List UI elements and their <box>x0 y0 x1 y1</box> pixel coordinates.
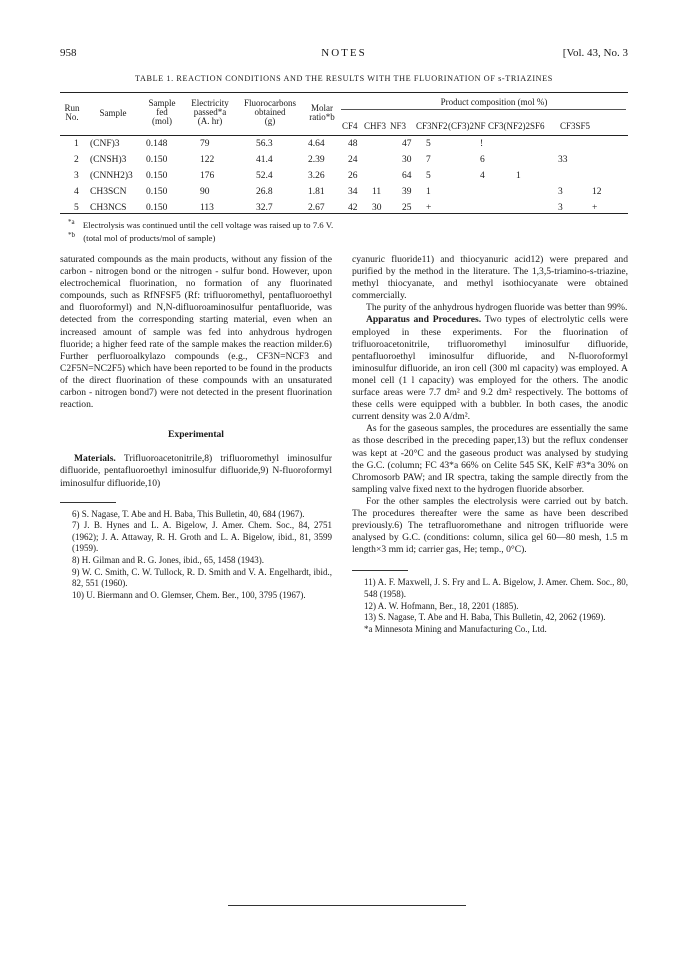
cell-fed: 0.148 <box>146 139 168 149</box>
header-product-cf3nf2: CF3NF2 <box>416 121 448 131</box>
header-run-line2: No. <box>65 112 79 122</box>
cell-nf3: 30 <box>402 155 412 165</box>
cell-ratio: 4.64 <box>308 139 325 149</box>
volume-label: [Vol. 43, No. 3 <box>562 47 628 59</box>
cell-sf6: 3 <box>558 203 563 213</box>
cell-elec: 79 <box>200 139 210 149</box>
header-electricity <box>182 99 238 126</box>
header-product-nf3: NF3 <box>390 121 407 131</box>
cell-fc: 56.3 <box>256 139 273 149</box>
reference-item: 9) W. C. Smith, C. W. Tullock, R. D. Smith and V. A. Engelhardt, ibid., 82, 551 (1960). <box>72 566 332 589</box>
reference-item: 11) A. F. Maxwell, J. S. Fry and L. A. Bigelow, J. Amer. Chem. Soc., 80, 548 (1958). <box>364 577 628 599</box>
table-caption: TABLE 1. REACTION CONDITIONS AND THE RESULTS WITH THE FLUORINATION OF s-TRIAZINES <box>135 74 553 83</box>
note-mark: *b <box>68 231 75 239</box>
page-number: 958 <box>60 47 77 59</box>
cell-run: 4 <box>74 187 79 197</box>
cell-fc: 52.4 <box>256 171 273 181</box>
header-product-cf3sf5: CF3SF5 <box>560 121 591 131</box>
apparatus-text: Two types of electrolytic cells were employed in these experiments. For the fluorination of trifluoroacetonitrile, trifluoromethyl iminosulfur difluoride, pentafluoroethyl iminosulfur difluoride, and N-fluoroformyl iminosulfur difluoride, an iron cell (300 ml capacity) was employed. A monel cell (1 l capacity) was employed for the others. The anodic surface areas were 7.7 dm² and 9.2 dm² respectively. The bottoms of these cells were equipped with a bubbler. In both cases, the anodic current density was 2.0 A/dm². <box>352 314 628 423</box>
cell-fed: 0.150 <box>146 155 168 165</box>
header-product-cf4: CF4 <box>342 121 358 131</box>
header-sample-fed-line2: fed <box>156 107 168 117</box>
cell-cf3nf22: 1 <box>516 171 521 181</box>
section-title: NOTES <box>321 47 367 59</box>
cell-elec: 122 <box>200 155 215 165</box>
cell-fc: 26.8 <box>256 187 273 197</box>
header-electricity-line2: passed*a <box>193 107 227 117</box>
table-top-rule <box>60 92 628 93</box>
header-run-line1: Run <box>64 103 80 113</box>
cell-sample: (CNNH2)3 <box>90 171 133 181</box>
cell-cf4: 24 <box>348 155 358 165</box>
left-column <box>60 254 332 601</box>
right-references <box>352 577 628 635</box>
cell-elec: 113 <box>200 203 214 213</box>
header-product-composition: Product composition (mol %) <box>440 97 548 107</box>
footnote-separator <box>60 502 116 503</box>
cell-cf32nf: 4 <box>480 171 485 181</box>
cell-cf3nf2: 1 <box>426 187 431 197</box>
cell-cf4: 42 <box>348 203 358 213</box>
page-header <box>60 47 628 63</box>
cell-cf4: 48 <box>348 139 358 149</box>
cell-chf3: 11 <box>372 187 382 197</box>
cell-fc: 32.7 <box>256 203 273 213</box>
header-sample-fed-line1: Sample <box>148 98 176 108</box>
header-sample: Sample <box>99 108 127 118</box>
cell-fed: 0.150 <box>146 187 168 197</box>
header-run <box>60 104 84 122</box>
header-fluorocarbons-line1: Fluorocarbons <box>244 98 296 108</box>
results-table <box>60 94 628 214</box>
reference-item: 13) S. Nagase, T. Abe and H. Baba, This Bulletin, 42, 2062 (1969). <box>364 612 606 623</box>
footnote-separator <box>352 570 408 571</box>
header-sample-fed-line3: (mol) <box>152 116 172 126</box>
reference-item: 7) J. B. Hynes and L. A. Bigelow, J. Amer. Chem. Soc., 84, 2751 (1962); J. A. Attaway, R. H. Groth and L. A. Bigelow, ibid., 81, 3599 (1959). <box>72 520 332 554</box>
table-note-b <box>60 231 215 243</box>
materials-paragraph <box>60 453 332 489</box>
cell-nf3: 64 <box>402 171 412 181</box>
section-heading-experimental: Experimental <box>168 429 224 441</box>
note-mark: *a <box>68 218 75 226</box>
cell-cf4: 26 <box>348 171 358 181</box>
cell-cf3nf2: 7 <box>426 155 431 165</box>
header-product-cf3nf22: CF3(NF2)2 <box>488 121 531 131</box>
header-molar-ratio <box>304 104 340 122</box>
reference-item: *a Minnesota Mining and Manufacturing Co., Ltd. <box>364 623 547 634</box>
materials-label: Materials. <box>74 453 116 465</box>
cell-fed: 0.150 <box>146 171 168 181</box>
cell-sample: (CNF)3 <box>90 139 120 149</box>
apparatus-paragraph <box>352 314 628 423</box>
cell-run: 2 <box>74 155 79 165</box>
header-sample-fed <box>142 99 182 126</box>
cell-ratio: 2.67 <box>308 203 325 213</box>
note-text: (total mol of products/mol of sample) <box>83 232 216 243</box>
header-fluorocarbons-line2: obtained <box>254 107 286 117</box>
cell-cf32nf: ! <box>480 139 484 149</box>
cell-fed: 0.150 <box>146 203 168 213</box>
right-paragraph-4: As for the gaseous samples, the procedures are essentially the same as those described in the preceding paper,13) but the reflux condenser was kept at -20°C and the gaseous product was analysed by studying the G.C. (column; FC 43*a 66% on Celite 545 SK, KelF #3*a 30% on Chromosorb PAW; and IR spectra, taking the sample directly from the sampling valve fixed next to the hydrogen fluoride absorber. <box>352 423 628 495</box>
right-paragraph-1: cyanuric fluoride11) and thiocyanuric acid12) were prepared and purified by the method in the literature. The 1,3,5-triamino-s-triazine, methyl thiocyanate, and methyl isothiocyanate were obtained commercially. <box>352 254 628 302</box>
header-molar-ratio-line1: Molar <box>311 103 333 113</box>
cell-cf3nf2: 5 <box>426 139 431 149</box>
header-product-chf3: CHF3 <box>364 121 387 131</box>
table-note-a <box>60 218 333 230</box>
header-product-sf6: SF6 <box>530 121 545 131</box>
reference-item: 12) A. W. Hofmann, Ber., 18, 2201 (1885). <box>364 600 519 611</box>
cell-nf3: 39 <box>402 187 412 197</box>
right-paragraph-5: For the other samples the electrolysis were carried out by batch. The procedures thereafter were the same as have been described previously.6) The tetrafluoromethane and nitrogen trifluoride were analysed by G.C. (conditions: column, silica gel 60—80 mesh, 1.5 m length×3 mm id; carrier gas, He; temp., 0°C). <box>352 495 628 556</box>
header-fluorocarbons <box>238 99 302 126</box>
note-text: Electrolysis was continued until the cell voltage was raised up to 7.6 V. <box>82 219 334 230</box>
cell-nf3: 47 <box>402 139 412 149</box>
header-fluorocarbons-line3: (g) <box>264 116 276 126</box>
header-electricity-line3: (A. hr) <box>197 116 223 126</box>
materials-text: Trifluoroacetonitrile,8) trifluoromethyl iminosulfur difluoride, pentafluoroethyl iminosulfur difluoride,9) N-fluoroformyl iminosulfur difluoride,10) <box>60 453 332 489</box>
header-product-cf32nf: (CF3)2NF <box>448 121 486 131</box>
header-electricity-line1: Electricity <box>191 98 229 108</box>
cell-cf4: 34 <box>348 187 358 197</box>
cell-fc: 41.4 <box>256 155 273 165</box>
reference-item: 6) S. Nagase, T. Abe and H. Baba, This Bulletin, 40, 684 (1967). <box>72 508 305 519</box>
reference-item: 8) H. Gilman and R. G. Jones, ibid., 65, 1458 (1943). <box>72 554 264 565</box>
cell-sf6: 3 <box>558 187 563 197</box>
cell-ratio: 3.26 <box>308 171 325 181</box>
cell-elec: 176 <box>200 171 215 181</box>
cell-cf3sf5: 12 <box>592 187 602 197</box>
cell-run: 5 <box>74 203 79 213</box>
header-molar-ratio-line2: ratio*b <box>309 112 335 122</box>
cell-sample: CH3SCN <box>90 187 127 197</box>
left-references <box>60 509 332 602</box>
intro-paragraph: saturated compounds as the main products, without any fission of the carbon - nitrogen bond or the nitrogen - sulfur bond. However, upon electrochemical fluorination, no formation of any fluorinated compounds, such as RfNFSF5 (Rf: trifluoromethyl, pentafluoroethyl and fluoroformyl) and N,N-difluoroaminosulfur pentafluoride, was detected from the corresponding starting material, even when an increased amount of sample was fed into anhydrous hydrogen fluoride; a higher feed rate of the sample makes the reaction milder.6) Further perfluoroalkylazo compounds (e.g., CF3N=NCF3 and C2F5N=NC2F5) which have been reported to be found in the products of the direct fluorination of these compounds with an unsaturated carbon - nitrogen bond7) were not detected in the present fluorination reaction. <box>60 254 332 411</box>
cell-sf6: 33 <box>558 155 568 165</box>
cell-elec: 90 <box>200 187 210 197</box>
cell-run: 3 <box>74 171 79 181</box>
cell-run: 1 <box>74 139 79 149</box>
reference-item: 10) U. Biermann and O. Glemser, Chem. Ber., 100, 3795 (1967). <box>72 589 306 600</box>
cell-nf3: 25 <box>402 203 412 213</box>
cell-ratio: 2.39 <box>308 155 325 165</box>
right-column <box>352 254 628 635</box>
cell-cf3sf5: + <box>592 203 598 213</box>
cell-ratio: 1.81 <box>308 187 325 197</box>
cell-cf3nf2: + <box>426 203 432 213</box>
cell-chf3: 30 <box>372 203 382 213</box>
cell-cf32nf: 6 <box>480 155 485 165</box>
page-bottom-rule <box>228 905 466 906</box>
cell-sample: (CNSH)3 <box>90 155 127 165</box>
cell-sample: CH3NCS <box>90 203 127 213</box>
right-paragraph-2: The purity of the anhydrous hydrogen fluoride was better than 99%. <box>366 302 628 314</box>
apparatus-label: Apparatus and Procedures. <box>366 314 482 326</box>
cell-cf3nf2: 5 <box>426 171 431 181</box>
